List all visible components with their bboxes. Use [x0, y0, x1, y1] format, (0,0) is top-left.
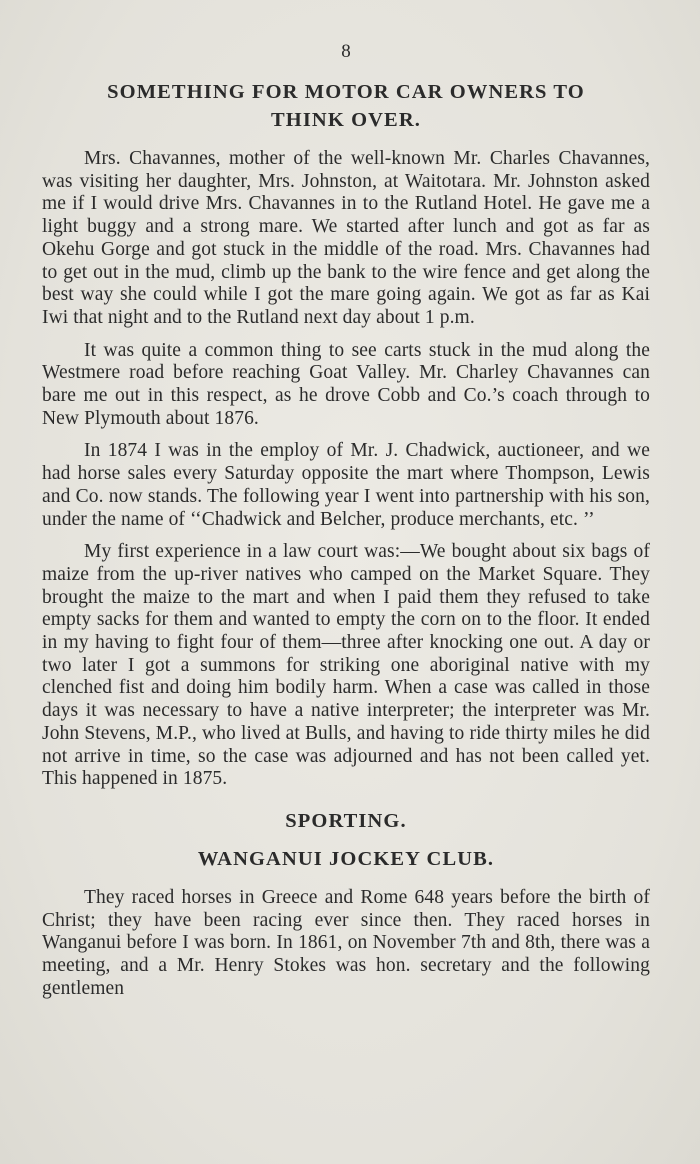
page-title-line-1: SOMETHING FOR MOTOR CAR OWNERS TO — [107, 81, 585, 103]
page-title — [42, 78, 650, 134]
paragraph-law-court: My first experience in a law court was:—We bought about six bags of maize from the up-river natives who camped on the Market Square. They brought the maize to the mart and when I paid them they refused to take empty sacks for them and wanted to empty the corn on to the floor. It ended in my having to fight four of them—three after knocking one out. A day or two later I got a summons for striking one aboriginal native with my clenched fist and doing him bodily harm. When a case was called in those days it was necessary to have a native interpreter; the interpreter was Mr. John Stevens, M.P., who lived at Bulls, and having to ride thirty miles he did not arrive in time, so the case was adjourned and has not been called yet. This happened in 1875. — [42, 541, 650, 790]
paragraph-buggy-trip: Mrs. Chavannes, mother of the well-known Mr. Charles Chavannes, was visiting her daughter, Mrs. Johnston, at Waitotara. Mr. Johnston asked me if I would drive Mrs. Chavannes in to the Rutland Hotel. He gave me a light buggy and a strong mare. We started after lunch and got as far as Okehu Gorge and got stuck in the middle of the road. Mrs. Chavannes had to get out in the mud, climb up the bank to the wire fence and get along the best way she could while I got the mare going again. We got as far as Kai Iwi that night and to the Rutland next day about 1 p.m. — [42, 148, 650, 328]
page-number: 8 — [341, 41, 351, 62]
paragraph-horse-racing: They raced horses in Greece and Rome 648 years before the birth of Christ; they have been racing ever since then. They raced horses in Wanganui before I was born. In 1861, on November 7th and 8th, there was a meeting, and a Mr. Henry Stokes was hon. secretary and the following gentlemen — [42, 886, 650, 999]
paragraph-westmere-road: It was quite a common thing to see carts stuck in the mud along the Westmere road before reaching Goat Valley. Mr. Charley Chavannes can bare me out in this respect, as he drove Cobb and Co.’s coach through to New Plymouth about 1876. — [42, 339, 650, 429]
page-title-line-2: THINK OVER. — [271, 109, 421, 131]
section-heading: SPORTING. — [285, 809, 407, 832]
paragraph-chadwick-employ: In 1874 I was in the employ of Mr. J. Chadwick, auctioneer, and we had horse sales every Saturday opposite the mart where Thompson, Lewis and Co. now stands. The following year I went into partnership with his son, under the name of ‘‘Chadwick and Belcher, produce merchants, etc. ’’ — [42, 440, 650, 530]
sub-heading: WANGANUI JOCKEY CLUB. — [197, 847, 495, 870]
